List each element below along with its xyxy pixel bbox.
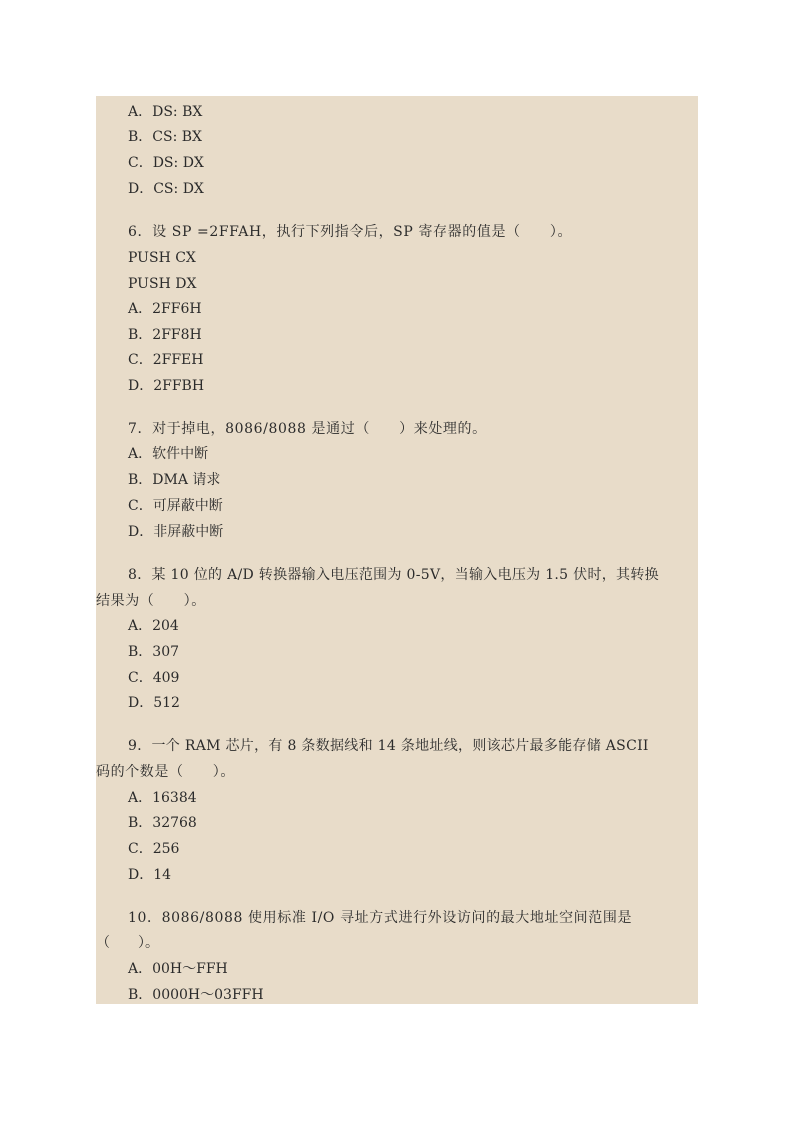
- question-9-text-cont: 码的个数是（ ）。: [96, 764, 235, 780]
- option-a: A．204: [128, 618, 179, 634]
- option-d: D．14: [128, 867, 172, 883]
- option-b: B．DMA 请求: [128, 472, 221, 488]
- code-line: PUSH CX: [128, 250, 196, 266]
- question-8-text-cont: 结果为（ ）。: [96, 593, 206, 609]
- option-a: A．00H～FFH: [128, 961, 228, 977]
- option-a: A．软件中断: [128, 446, 209, 462]
- option-d: D．CS: DX: [128, 181, 204, 197]
- option-c: C．可屏蔽中断: [128, 498, 223, 514]
- option-b: B．32768: [128, 815, 197, 831]
- option-a: A．16384: [128, 790, 197, 806]
- option-b: B．CS: BX: [128, 129, 203, 145]
- option-d: D．512: [128, 695, 180, 711]
- question-7-text: 7．对于掉电，8086/8088 是通过（ ）来处理的。: [128, 421, 487, 437]
- option-c: C．2FFEH: [128, 352, 204, 368]
- option-c: C．409: [128, 670, 180, 686]
- question-10-text-cont: （ ）。: [96, 935, 159, 951]
- code-line: PUSH DX: [128, 276, 197, 292]
- option-b: B．2FF8H: [128, 327, 202, 343]
- question-9-text: 9．一个 RAM 芯片，有 8 条数据线和 14 条地址线，则该芯片最多能存储 ASCII: [128, 738, 649, 754]
- option-d: D．2FFBH: [128, 378, 205, 394]
- option-b: B．0000H～03FFH: [128, 987, 264, 1003]
- question-6-text: 6．设 SP =2FFAH，执行下列指令后，SP 寄存器的值是（ ）。: [128, 224, 573, 240]
- question-10-text: 10．8086/8088 使用标准 I/O 寻址方式进行外设访问的最大地址空间范围是: [128, 910, 633, 926]
- option-d: D．非屏蔽中断: [128, 524, 224, 540]
- question-8-text: 8．某 10 位的 A/D 转换器输入电压范围为 0-5V，当输入电压为 1.5 伏时，其转换: [128, 567, 659, 583]
- option-b: B．307: [128, 644, 180, 660]
- option-c: C．DS: DX: [128, 155, 204, 171]
- option-c: C．256: [128, 841, 180, 857]
- option-a: A．2FF6H: [128, 301, 202, 317]
- option-a: A．DS: BX: [128, 104, 203, 120]
